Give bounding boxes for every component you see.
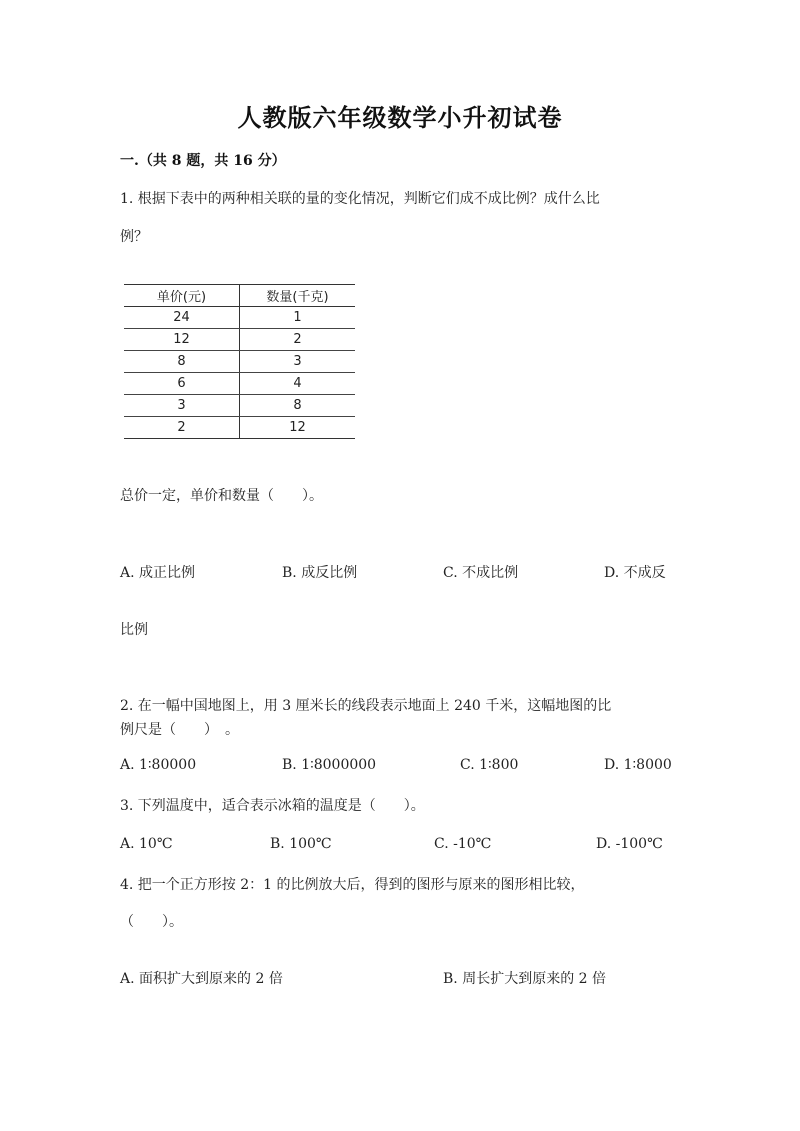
table-cell: 2 bbox=[240, 329, 356, 351]
q2-option-d: D. 1∶8000 bbox=[604, 757, 672, 773]
table-row bbox=[124, 307, 355, 329]
table-row bbox=[124, 395, 355, 417]
table-cell: 1 bbox=[240, 307, 356, 329]
table-row bbox=[124, 351, 355, 373]
table-cell: 24 bbox=[124, 307, 240, 329]
q2-option-b: B. 1∶8000000 bbox=[282, 757, 377, 773]
q4-text-line2: （ ）。 bbox=[120, 914, 183, 930]
q3-option-c: C. -10℃ bbox=[434, 836, 492, 852]
q4-option-a: A. 面积扩大到原来的 2 倍 bbox=[120, 971, 283, 987]
table-cell: 8 bbox=[124, 351, 240, 373]
table-cell: 3 bbox=[240, 351, 356, 373]
table-cell: 12 bbox=[240, 417, 356, 439]
table-cell: 6 bbox=[124, 373, 240, 395]
q1-text-line2: 例？ bbox=[120, 229, 148, 245]
table-cell: 8 bbox=[240, 395, 356, 417]
table-row bbox=[124, 329, 355, 351]
q3-option-d: D. -100℃ bbox=[596, 836, 663, 852]
q3-option-a: A. 10℃ bbox=[120, 836, 173, 852]
q3-text-line1: 3. 下列温度中，适合表示冰箱的温度是（ ）。 bbox=[120, 798, 425, 814]
table-cell: 12 bbox=[124, 329, 240, 351]
section-heading: 一.（共 8 题，共 16 分） bbox=[120, 153, 286, 169]
q2-text-line2: 例尺是（ ） 。 bbox=[120, 722, 239, 738]
table-cell: 2 bbox=[124, 417, 240, 439]
table-row bbox=[124, 373, 355, 395]
q4-option-b: B. 周长扩大到原来的 2 倍 bbox=[443, 971, 606, 987]
table-header-row bbox=[124, 285, 355, 307]
table-header-quantity: 数量(千克) bbox=[240, 285, 356, 307]
q1-option-c: C. 不成比例 bbox=[443, 565, 519, 581]
q1-option-b: B. 成反比例 bbox=[282, 565, 358, 581]
q1-table bbox=[124, 284, 355, 439]
table-row bbox=[124, 417, 355, 439]
table-cell: 3 bbox=[124, 395, 240, 417]
q2-text-line1: 2. 在一幅中国地图上，用 3 厘米长的线段表示地面上 240 千米，这幅地图的比 bbox=[120, 698, 612, 714]
q1-option-d: D. 不成反 bbox=[604, 565, 666, 581]
q1-stem: 总价一定，单价和数量（ ）。 bbox=[120, 488, 323, 504]
page-title: 人教版六年级数学小升初试卷 bbox=[237, 103, 563, 132]
q1-option-a: A. 成正比例 bbox=[120, 565, 196, 581]
q4-text-line1: 4. 把一个正方形按 2：1 的比例放大后，得到的图形与原来的图形相比较， bbox=[120, 877, 585, 893]
q2-option-c: C. 1∶800 bbox=[460, 757, 519, 773]
q1-text-line1: 1. 根据下表中的两种相关联的量的变化情况，判断它们成不成比例？成什么比 bbox=[120, 191, 600, 207]
q3-option-b: B. 100℃ bbox=[270, 836, 332, 852]
table-header-price: 单价(元) bbox=[124, 285, 240, 307]
table-cell: 4 bbox=[240, 373, 356, 395]
q1-option-d-continued: 比例 bbox=[120, 622, 148, 638]
q2-option-a: A. 1∶80000 bbox=[120, 757, 197, 773]
